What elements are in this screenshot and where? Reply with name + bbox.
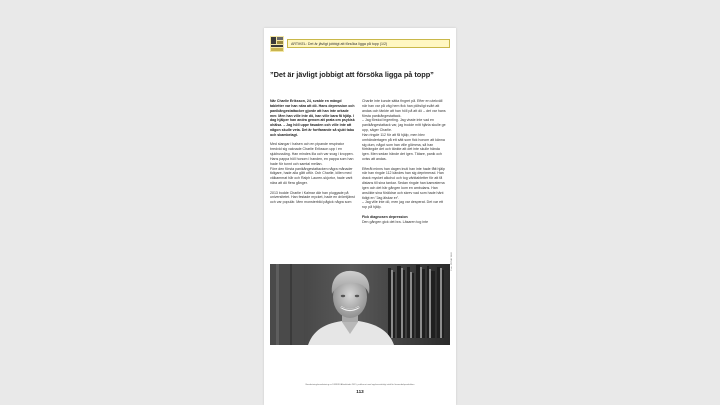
body-paragraph: – Jag förstod ingenting. Jag visste inte vad en panikångestattack var, jag trodde mitt hjärta skulle ge upp, säger Charlie.: [362, 118, 446, 133]
body-paragraph: – Jag ville inte dö, men jag var desperat. Det var ett rop på hjälp.: [362, 200, 444, 210]
section-subheading: Fick diagnosen depression: [362, 214, 408, 219]
body-paragraph: Den gången gick det bra. Läsaren tog inte: [362, 219, 429, 224]
page-header: [270, 36, 450, 52]
body-paragraph: Före den första panikångestattacken några månader tidigare, hade alla gått utför. Och Charlie, killen med välkammat hår och Ralph Lauren-skjortor, hade varit nära att dö flera gånger.: [270, 166, 353, 186]
body-paragraph: Charlie inte kunde sätta fingret på. Efter en utekväll när han var på väg hem fick han plötsligt svårt att andas och tänkte att han höll på att dö – det var hans första panikångestattack.: [362, 99, 446, 118]
photo-credit: Foto: PRIVAT BILD: [451, 252, 453, 271]
page-number: 113: [356, 389, 364, 394]
body-paragraph: Med slangar i halsen och en pipande respirator bredvid sig vaknade Charlie Eriksson upp i en sjukhussäng. Han mindes illa och var svag i kroppen. Hans pappa höll honom i handen, en pappa som han hade för tunnt och samtal mellan.: [270, 142, 354, 166]
body-paragraph: 2013 bodde Charlie i Kalmar där han pluggade på universitetet. Han festade mycket, hade en drömtjänst och var populär. Men monsterbild pågick några som: [270, 190, 355, 205]
article-tag: ARTIKEL: Det är jävligt jobbigt att försöka ligga på topp (1/2): [287, 39, 450, 48]
body-paragraph: Han ringde 112 för att få hjälp, men blev omhändertagen på ett sätt som fick honom att känna sig dum, något som han ville glömma, så han förträngde det och tänkte att det inte skulle hända igen. Men sedan hände det igen. Tätare, panik och oviss att andas.: [362, 132, 445, 162]
book-logo-icon: [270, 36, 284, 52]
portrait-photo: [270, 264, 450, 345]
body-paragraph: Efteråt minns han dagen inuti han inte hade fått hjälp när han ringde 112 kändes han sig deprimerad. Han drack mycket alkohol och tog värktabletter för att få distans till sina tankar. Sedan ringde han kamraterna igen och det här gången kom en ambulans. Han ansökte sina föräldrar och skrev vad som hade hänt tidigt en ”Jag älskar er”.: [362, 166, 446, 200]
article-headline: ”Det är jävligt jobbigt att försöka ligga på topp”: [270, 70, 434, 79]
footer-note: Bearbetning/omarbetning av DN/SVD/Aftonbladet 2015, publicerat med upphovsrättsligt stöd för läromedelsproduktion: [305, 384, 415, 386]
right-column: [362, 99, 448, 224]
left-column: [270, 99, 356, 205]
document-page: [264, 28, 456, 405]
article-lead: När Charlie Eriksson, 24, svalde en mängd tabletter var han nära att dö. Hans depression och panikångestattacker gjorde att han inte orkade mer. Men han ville inte dö, han ville bara få hjälp. I dag hjälper han andra genom att prata om psykisk ohälsa. – Jag höll uppe fasaden och ville inte att någon skulle veta. Det är fortfarande så sjukt tabu och skambelagt.: [270, 99, 355, 137]
